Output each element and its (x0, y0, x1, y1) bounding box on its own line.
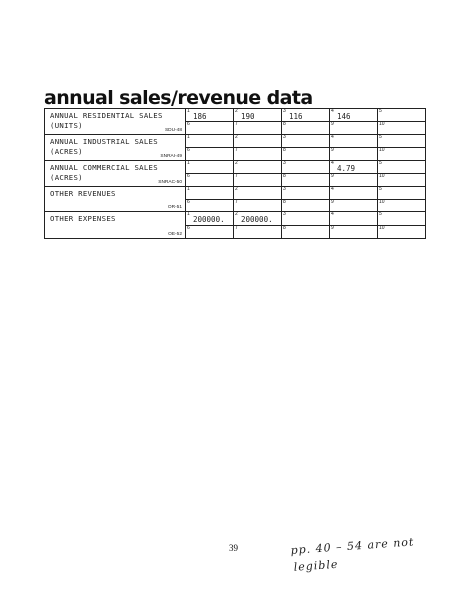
cell-number: 1 (187, 160, 190, 166)
cell-number: 5 (379, 160, 382, 166)
data-cell (186, 161, 234, 174)
cell-number: 10 (379, 121, 385, 127)
data-cell (378, 187, 426, 200)
row-label: ANNUAL RESIDENTIAL SALES (UNITS) (50, 111, 163, 130)
cell-number: 4 (331, 134, 334, 140)
data-cell (282, 109, 330, 122)
cell-number: 10 (379, 225, 385, 231)
data-cell (186, 200, 234, 212)
handwritten-note (290, 532, 442, 576)
data-cell (330, 226, 378, 239)
row-label-cell (45, 212, 186, 239)
data-cell (282, 135, 330, 148)
data-cell (282, 148, 330, 161)
cell-number: 1 (187, 211, 190, 217)
cell-number: 8 (283, 173, 286, 179)
table-row (45, 187, 426, 200)
cell-number: 9 (331, 225, 334, 231)
cell-number: 10 (379, 173, 385, 179)
handwritten-note-line-1: pp. 40 – 54 are not (290, 535, 415, 557)
cell-number: 5 (379, 211, 382, 217)
cell-number: 3 (283, 108, 286, 114)
row-label-cell (45, 187, 186, 212)
cell-number: 9 (331, 147, 334, 153)
data-cell (330, 122, 378, 135)
data-cell (378, 122, 426, 135)
data-cell (282, 212, 330, 226)
data-cell (234, 212, 282, 226)
cell-number: 2 (235, 134, 238, 140)
cell-number: 4 (331, 211, 334, 217)
cell-number: 7 (235, 173, 238, 179)
cell-number: 9 (331, 121, 334, 127)
cell-number: 5 (379, 108, 382, 114)
data-cell (282, 161, 330, 174)
data-cell (234, 187, 282, 200)
data-cell (234, 161, 282, 174)
data-cell (234, 122, 282, 135)
row-label: ANNUAL INDUSTRIAL SALES (ACRES) (50, 137, 158, 156)
cell-number: 8 (283, 199, 286, 205)
row-code: SNRAI-49 (160, 154, 182, 159)
row-label: ANNUAL COMMERCIAL SALES (ACRES) (50, 163, 158, 182)
data-cell (330, 174, 378, 187)
cell-value: 186 (193, 112, 207, 121)
data-cell (234, 200, 282, 212)
cell-number: 2 (235, 186, 238, 192)
data-cell (330, 212, 378, 226)
table-row (45, 212, 426, 226)
data-cell (330, 161, 378, 174)
data-cell (186, 135, 234, 148)
data-cell (378, 109, 426, 122)
cell-number: 3 (283, 134, 286, 140)
row-label-cell (45, 161, 186, 187)
cell-number: 2 (235, 211, 238, 217)
cell-number: 6 (187, 147, 190, 153)
data-cell (330, 135, 378, 148)
data-cell (186, 148, 234, 161)
data-cell (330, 200, 378, 212)
data-cell (282, 174, 330, 187)
table-row (45, 109, 426, 122)
data-cell (234, 148, 282, 161)
data-cell (282, 187, 330, 200)
cell-number: 4 (331, 186, 334, 192)
cell-number: 3 (283, 160, 286, 166)
data-cell (234, 109, 282, 122)
handwritten-note-line-2: legible (293, 557, 339, 574)
data-cell (378, 135, 426, 148)
data-cell (378, 200, 426, 212)
row-label: OTHER EXPENSES (50, 214, 116, 223)
row-code: SNRAC-50 (158, 180, 182, 185)
data-cell (378, 174, 426, 187)
data-cell (330, 148, 378, 161)
cell-number: 3 (283, 211, 286, 217)
row-code: SDU-48 (164, 128, 182, 133)
cell-number: 7 (235, 225, 238, 231)
data-cell (186, 212, 234, 226)
data-cell (378, 148, 426, 161)
cell-number: 9 (331, 199, 334, 205)
cell-number: 1 (187, 108, 190, 114)
table-row (45, 161, 426, 174)
data-cell (378, 161, 426, 174)
data-cell (282, 122, 330, 135)
cell-number: 4 (331, 108, 334, 114)
cell-number: 2 (235, 108, 238, 114)
cell-number: 5 (379, 186, 382, 192)
data-cell (282, 200, 330, 212)
cell-value: 190 (241, 112, 255, 121)
cell-number: 4 (331, 160, 334, 166)
table-row (45, 135, 426, 148)
data-cell (378, 212, 426, 226)
cell-number: 8 (283, 147, 286, 153)
cell-number: 5 (379, 134, 382, 140)
cell-number: 2 (235, 160, 238, 166)
cell-number: 6 (187, 121, 190, 127)
data-cell (234, 174, 282, 187)
data-cell (330, 187, 378, 200)
data-cell (234, 226, 282, 239)
row-label: OTHER REVENUES (50, 189, 116, 198)
page-title: annual sales/revenue data (44, 87, 313, 109)
cell-number: 7 (235, 147, 238, 153)
row-code: OE-52 (168, 232, 182, 237)
cell-number: 1 (187, 134, 190, 140)
cell-number: 6 (187, 225, 190, 231)
cell-number: 10 (379, 199, 385, 205)
data-cell (282, 226, 330, 239)
cell-number: 10 (379, 147, 385, 153)
cell-value: 200000. (193, 215, 225, 224)
cell-value: 146 (337, 112, 351, 121)
cell-number: 6 (187, 199, 190, 205)
row-code: OR-51 (167, 205, 182, 210)
data-cell (186, 226, 234, 239)
data-cell (186, 109, 234, 122)
cell-value: 116 (289, 112, 303, 121)
cell-number: 7 (235, 199, 238, 205)
row-label-cell (45, 135, 186, 161)
row-label-cell (45, 109, 186, 135)
data-cell (234, 135, 282, 148)
cell-number: 6 (187, 173, 190, 179)
cell-number: 9 (331, 173, 334, 179)
cell-value: 4.79 (337, 164, 356, 173)
data-cell (186, 122, 234, 135)
data-cell (330, 109, 378, 122)
data-cell (186, 187, 234, 200)
data-cell (186, 174, 234, 187)
cell-number: 8 (283, 121, 286, 127)
page-number: 39 (229, 543, 238, 553)
cell-number: 3 (283, 186, 286, 192)
sales-revenue-table (44, 108, 426, 239)
cell-number: 8 (283, 225, 286, 231)
data-cell (378, 226, 426, 239)
cell-number: 7 (235, 121, 238, 127)
cell-value: 200000. (241, 215, 273, 224)
cell-number: 1 (187, 186, 190, 192)
